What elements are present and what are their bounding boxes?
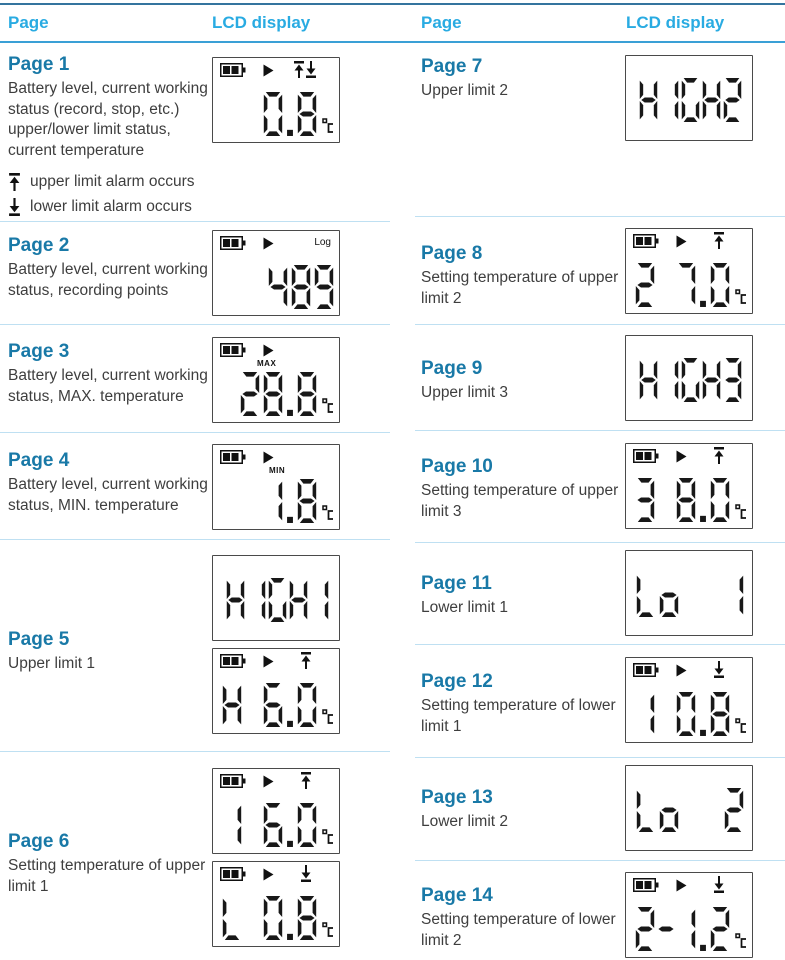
- page-row-text: [415, 543, 625, 644]
- battery-icon: [633, 663, 659, 677]
- page-row: [0, 752, 390, 960]
- seven-segment-char: [635, 906, 655, 952]
- page-title: Page 13: [421, 787, 493, 808]
- page-description: Setting temperature of upper limit 2: [421, 268, 619, 307]
- lcd-display: [625, 550, 753, 636]
- seven-segment-value: [724, 572, 744, 618]
- seven-segment-char: [297, 895, 317, 941]
- seven-segment-char: [656, 906, 676, 952]
- seven-segment-char: [710, 477, 730, 523]
- seven-segment-value: [636, 572, 679, 618]
- page-row: [415, 325, 785, 431]
- seven-segment-value: [639, 357, 742, 403]
- lcd-stack: [212, 752, 340, 960]
- seven-segment-char: [724, 572, 744, 618]
- seven-segment-value: [676, 906, 747, 952]
- lcd-stack: [625, 645, 753, 757]
- seven-segment-value: [676, 262, 747, 308]
- seven-segment-char: [660, 357, 679, 403]
- upper-limit-icon: [713, 447, 725, 464]
- lcd-main-readout: [636, 68, 744, 132]
- lcd-stack: [625, 861, 753, 960]
- play-icon: [263, 868, 274, 881]
- seven-segment-char: [659, 572, 679, 618]
- seven-segment-value: [724, 787, 744, 833]
- page-row-text: [415, 217, 625, 324]
- page-description: Upper limit 2: [421, 81, 508, 99]
- celsius-icon: [322, 709, 334, 725]
- seven-segment-value: [263, 682, 334, 728]
- seven-segment-dot: [699, 691, 707, 737]
- seven-segment-dot: [286, 91, 294, 137]
- seven-segment-value: [263, 802, 334, 848]
- lcd-stack: [212, 433, 340, 539]
- page-description: Lower limit 2: [421, 812, 508, 830]
- seven-segment-value: [226, 577, 329, 623]
- page-row-text: [415, 43, 625, 216]
- page-title: Page 8: [421, 243, 483, 264]
- page-title: Page 12: [421, 671, 493, 692]
- seven-segment-char: [263, 478, 283, 524]
- play-icon: [263, 64, 274, 77]
- column-left-header: [0, 0, 390, 43]
- page-description: Upper limit 3: [421, 383, 508, 401]
- battery-icon: [633, 234, 659, 248]
- lcd-stack: [212, 222, 340, 324]
- seven-segment-value: [676, 477, 747, 523]
- page-row-text: [0, 222, 212, 324]
- legend-item: [8, 198, 212, 216]
- seven-segment-char: [681, 77, 700, 123]
- seven-segment-value: [240, 371, 334, 417]
- battery-icon: [220, 774, 246, 788]
- play-icon: [676, 664, 687, 677]
- seven-segment-char: [289, 577, 308, 623]
- lcd-main-readout: [635, 260, 747, 308]
- page-row: [415, 217, 785, 325]
- seven-segment-char: [635, 477, 655, 523]
- lower-limit-icon: [713, 876, 725, 893]
- seven-segment-char: [676, 477, 696, 523]
- seven-segment-char: [723, 77, 742, 123]
- page-title: Page 2: [8, 235, 70, 256]
- lower-limit-alarm-icon: [8, 198, 21, 216]
- page-description: Setting temperature of upper limit 1: [8, 856, 206, 895]
- lcd-display: [625, 55, 753, 141]
- lcd-stack: [625, 43, 753, 216]
- seven-segment-char: [226, 577, 245, 623]
- seven-segment-char: [222, 895, 242, 941]
- seven-segment-dot: [286, 895, 294, 941]
- lcd-display: [625, 657, 753, 743]
- seven-segment-char: [297, 682, 317, 728]
- log-label: Log: [314, 237, 331, 248]
- lcd-main-readout: [223, 568, 331, 632]
- lcd-display: [625, 872, 753, 958]
- lcd-stack: [212, 540, 340, 751]
- play-icon: [676, 879, 687, 892]
- seven-segment-char: [263, 91, 283, 137]
- page-title: Page 10: [421, 456, 493, 477]
- battery-icon: [220, 63, 246, 77]
- seven-segment-char: [310, 577, 329, 623]
- page-row-text: [0, 752, 212, 960]
- column-right: [415, 0, 785, 960]
- seven-segment-char: [710, 691, 730, 737]
- battery-icon: [220, 343, 246, 357]
- lcd-display: [212, 555, 340, 641]
- seven-segment-value: [635, 477, 655, 523]
- celsius-icon: [735, 504, 747, 520]
- upper-limit-icon: [713, 232, 725, 249]
- page-row-text: [0, 433, 212, 539]
- celsius-icon: [322, 118, 334, 134]
- lcd-main-readout: [636, 563, 744, 627]
- seven-segment-char: [263, 371, 283, 417]
- lcd-display: [625, 765, 753, 851]
- lcd-display: [212, 768, 340, 854]
- seven-segment-value: [676, 691, 747, 737]
- upper-limit-icon: [300, 772, 312, 789]
- lcd-stack: [625, 543, 753, 644]
- page-description: Battery level, current working status, recording points: [8, 260, 208, 299]
- page-title: Page 9: [421, 358, 483, 379]
- page-row: [415, 645, 785, 758]
- battery-icon: [633, 449, 659, 463]
- lower-limit-icon: [713, 661, 725, 678]
- page-row: [415, 43, 785, 217]
- column-right-header: [415, 0, 785, 43]
- seven-segment-char: [724, 787, 744, 833]
- lcd-display: [212, 337, 340, 423]
- play-icon: [263, 775, 274, 788]
- page-description: Setting temperature of lower limit 1: [421, 696, 616, 735]
- page-row-text: [415, 645, 625, 757]
- lcd-main-readout: [222, 89, 334, 137]
- lcd-stack: [212, 43, 340, 221]
- page-title: Page 7: [421, 56, 483, 77]
- lcd-main-readout: [222, 800, 334, 848]
- seven-segment-char: [702, 357, 721, 403]
- seven-segment-char: [676, 262, 696, 308]
- celsius-icon: [735, 933, 747, 949]
- seven-segment-value: [268, 264, 334, 310]
- celsius-icon: [322, 505, 334, 521]
- seven-segment-value: [656, 906, 676, 952]
- page-description: Lower limit 1: [421, 598, 508, 616]
- lcd-main-readout: [222, 680, 334, 728]
- page-description: Battery level, current working status (record, stop, etc.) upper/lower limit status, current temperature: [8, 79, 208, 159]
- column-left: [0, 0, 390, 960]
- lcd-display: [625, 443, 753, 529]
- celsius-icon: [322, 398, 334, 414]
- seven-segment-char: [660, 77, 679, 123]
- upper-limit-icon: [300, 652, 312, 669]
- seven-segment-dot: [286, 802, 294, 848]
- lcd-display: [212, 230, 340, 316]
- page-row: [0, 222, 390, 325]
- lcd-column-header: LCD display: [626, 13, 725, 32]
- seven-segment-value: [263, 478, 334, 524]
- seven-segment-char: [635, 262, 655, 308]
- seven-segment-value: [635, 906, 655, 952]
- seven-segment-char: [268, 577, 287, 623]
- seven-segment-char: [291, 264, 311, 310]
- seven-segment-char: [723, 357, 742, 403]
- page-row: [0, 43, 390, 222]
- rows-container-left: [0, 43, 390, 960]
- page-row: [0, 325, 390, 433]
- lower-limit-icon: [300, 865, 312, 882]
- seven-segment-char: [702, 77, 721, 123]
- lcd-stack: [212, 325, 340, 432]
- seven-segment-dot: [699, 262, 707, 308]
- seven-segment-char: [263, 802, 283, 848]
- page-row-text: [0, 325, 212, 432]
- seven-segment-char: [247, 577, 266, 623]
- page-title: Page 3: [8, 341, 70, 362]
- page-row-text: [415, 758, 625, 860]
- seven-segment-value: [636, 787, 679, 833]
- lcd-main-readout: [636, 778, 744, 842]
- celsius-icon: [735, 718, 747, 734]
- page-row-text: [0, 43, 212, 221]
- lcd-display: [212, 444, 340, 530]
- seven-segment-char: [240, 371, 260, 417]
- lcd-main-readout: [222, 476, 334, 524]
- page-column-header: Page: [8, 13, 49, 32]
- seven-segment-char: [222, 682, 242, 728]
- seven-segment-char: [222, 802, 242, 848]
- lower-limit-icon: [305, 61, 317, 78]
- upper-limit-icon: [293, 61, 305, 78]
- page-row: [0, 540, 390, 752]
- lcd-display: [625, 335, 753, 421]
- play-icon: [676, 235, 687, 248]
- seven-segment-char: [681, 357, 700, 403]
- page-row-text: [415, 431, 625, 542]
- seven-segment-value: [222, 895, 242, 941]
- lcd-display: [212, 861, 340, 947]
- battery-icon: [220, 654, 246, 668]
- legend-text: lower limit alarm occurs: [30, 198, 192, 216]
- page-description: Setting temperature of upper limit 3: [421, 481, 619, 520]
- seven-segment-char: [639, 77, 658, 123]
- lcd-main-readout: [635, 689, 747, 737]
- play-icon: [676, 450, 687, 463]
- battery-icon: [633, 878, 659, 892]
- seven-segment-char: [297, 91, 317, 137]
- seven-segment-value: [222, 682, 242, 728]
- seven-segment-value: [263, 895, 334, 941]
- lcd-main-readout: [635, 475, 747, 523]
- seven-segment-dot: [286, 682, 294, 728]
- seven-segment-char: [314, 264, 334, 310]
- lcd-main-readout: [222, 369, 334, 417]
- celsius-icon: [735, 289, 747, 305]
- battery-icon: [220, 867, 246, 881]
- page-title: Page 11: [421, 573, 492, 594]
- seven-segment-char: [710, 262, 730, 308]
- page-row: [415, 758, 785, 861]
- play-icon: [263, 344, 274, 357]
- lcd-sub-label: MAX: [257, 359, 277, 368]
- lcd-stack: [625, 325, 753, 430]
- page-row-text: [415, 325, 625, 430]
- seven-segment-char: [676, 691, 696, 737]
- page-title: Page 6: [8, 831, 70, 852]
- play-icon: [263, 237, 274, 250]
- seven-segment-value: [635, 691, 655, 737]
- seven-segment-char: [636, 572, 656, 618]
- rows-container-right: [415, 43, 785, 960]
- page-column-header: Page: [421, 13, 462, 32]
- play-icon: [263, 451, 274, 464]
- page-row: [0, 433, 390, 540]
- celsius-icon: [322, 829, 334, 845]
- alarm-legend: [8, 173, 212, 216]
- page-title: Page 1: [8, 54, 70, 75]
- seven-segment-char: [297, 802, 317, 848]
- seven-segment-char: [676, 906, 696, 952]
- lcd-main-readout: [222, 893, 334, 941]
- upper-limit-alarm-icon: [8, 173, 21, 191]
- battery-icon: [220, 450, 246, 464]
- page-description: Battery level, current working status, MIN. temperature: [8, 475, 208, 514]
- lcd-main-readout: [635, 904, 747, 952]
- seven-segment-char: [710, 906, 730, 952]
- legend-text: upper limit alarm occurs: [30, 173, 195, 191]
- seven-segment-value: [263, 91, 334, 137]
- seven-segment-char: [297, 478, 317, 524]
- lcd-display: [625, 228, 753, 314]
- lcd-sub-label: MIN: [269, 466, 286, 475]
- seven-segment-char: [639, 357, 658, 403]
- play-icon: [263, 655, 274, 668]
- page-description: Upper limit 1: [8, 654, 95, 672]
- seven-segment-dot: [699, 906, 707, 952]
- lcd-column-header: LCD display: [212, 13, 311, 32]
- legend-item: [8, 173, 212, 191]
- lcd-stack: [625, 217, 753, 324]
- page-row: [415, 861, 785, 960]
- seven-segment-dot: [699, 477, 707, 523]
- lcd-display: [212, 648, 340, 734]
- page-description: Setting temperature of lower limit 2: [421, 910, 616, 949]
- seven-segment-char: [263, 895, 283, 941]
- seven-segment-dot: [286, 371, 294, 417]
- seven-segment-char: [659, 787, 679, 833]
- lcd-main-readout: [222, 262, 334, 310]
- page-row-text: [0, 540, 212, 751]
- seven-segment-char: [636, 787, 656, 833]
- battery-icon: [220, 236, 246, 250]
- seven-segment-char: [297, 371, 317, 417]
- lcd-display: [212, 57, 340, 143]
- seven-segment-value: [222, 802, 242, 848]
- seven-segment-char: [635, 691, 655, 737]
- seven-segment-value: [635, 262, 655, 308]
- page-row: [415, 543, 785, 645]
- lcd-main-readout: [636, 348, 744, 412]
- page-title: Page 4: [8, 450, 70, 471]
- page-row: [415, 431, 785, 543]
- page-title: Page 5: [8, 629, 70, 650]
- seven-segment-char: [263, 682, 283, 728]
- page-row-text: [415, 861, 625, 960]
- seven-segment-char: [268, 264, 288, 310]
- seven-segment-dot: [286, 478, 294, 524]
- lcd-stack: [625, 758, 753, 860]
- celsius-icon: [322, 922, 334, 938]
- page-description: Battery level, current working status, MAX. temperature: [8, 366, 208, 405]
- lcd-stack: [625, 431, 753, 542]
- seven-segment-value: [639, 77, 742, 123]
- page-title: Page 14: [421, 885, 493, 906]
